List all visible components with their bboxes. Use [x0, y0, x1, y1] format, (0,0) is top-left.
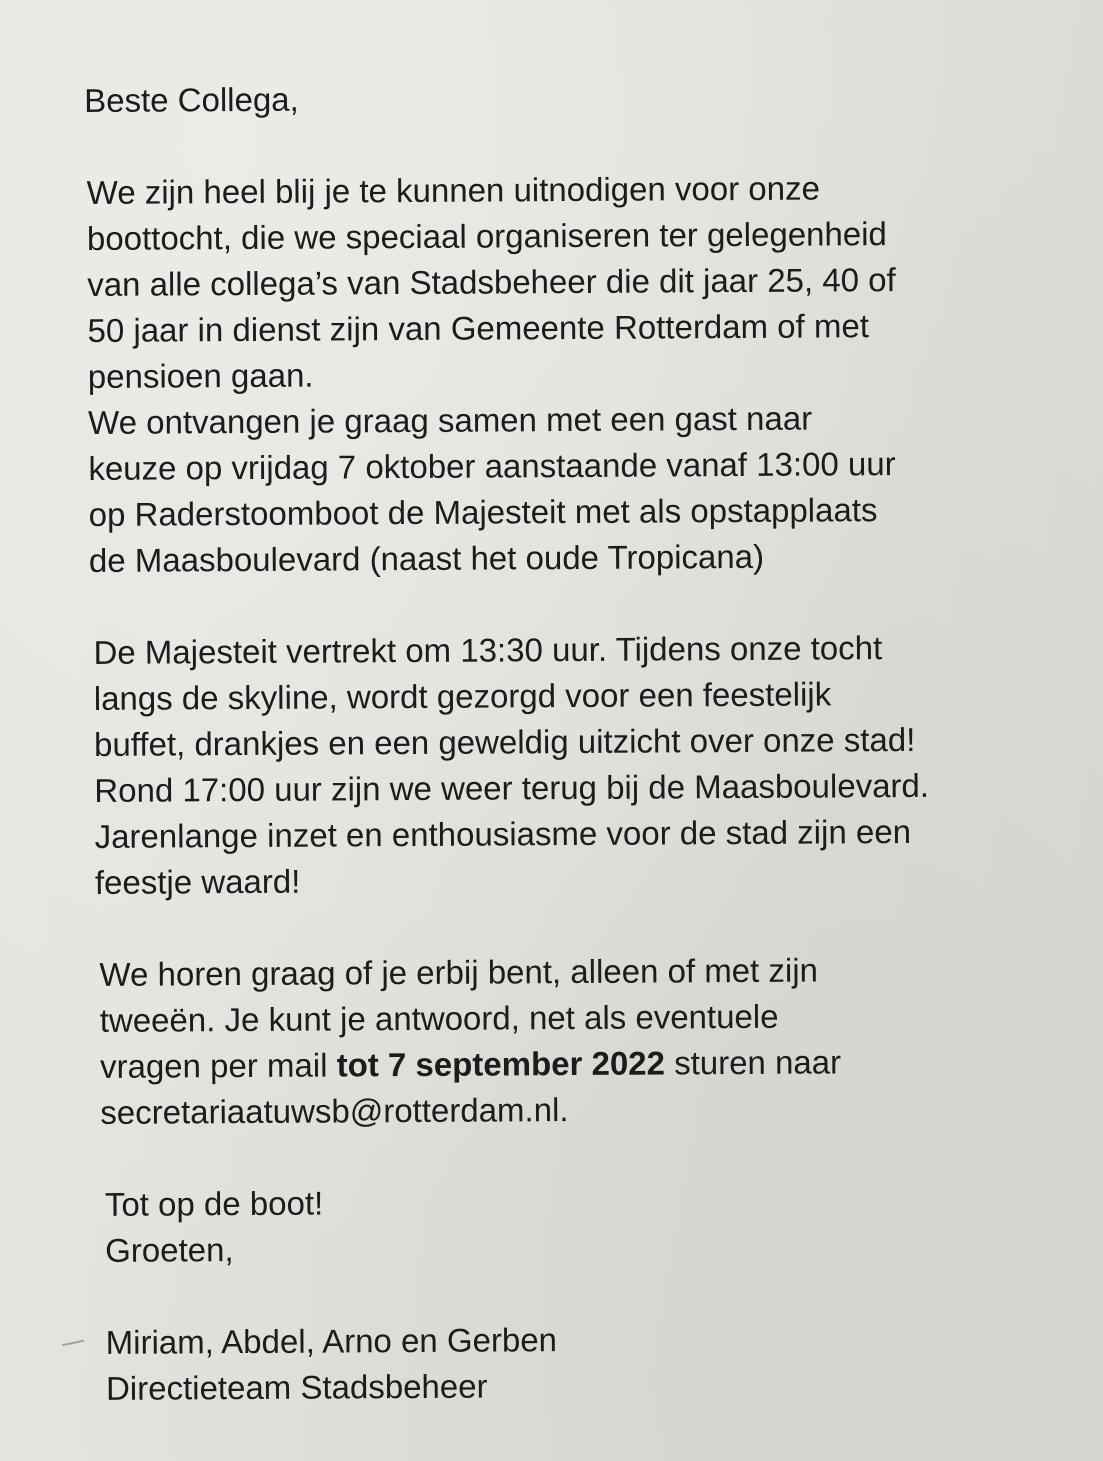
paragraph-programme [87, 624, 1049, 906]
email-address: secretariaatuwsb@rotterdam.nl. [100, 1091, 569, 1131]
text-line: boottocht, die we speciaal organiseren ter gelegenheid [86, 215, 887, 257]
text-line: buffet, drankjes en een geweldig uitzicht over onze stad! [93, 720, 916, 763]
text-line: keuze op vrijdag 7 oktober aanstaande vanaf 13:00 uur [88, 445, 896, 487]
text-line: van alle collega’s van Stadsbeheer die dit jaar 25, 40 of [87, 261, 896, 303]
pen-mark [62, 1340, 84, 1347]
paragraph-rsvp [89, 946, 1050, 1136]
signature-team: Directieteam Stadsbeheer [105, 1367, 488, 1407]
text-line: langs de skyline, wordt gezorgd voor een feestelijk [93, 675, 832, 717]
paragraph-invitation [85, 164, 1046, 400]
letter-body [84, 72, 1052, 1412]
text-line: feestje waard! [94, 862, 301, 901]
deadline-text: tot 7 september 2022 [336, 1044, 666, 1084]
text-line-deadline: vragen per mail tot 7 september 2022 sturen naar [99, 1043, 842, 1085]
greeting: Beste Collega, [84, 80, 299, 119]
signature [92, 1314, 1053, 1412]
text-line: Jarenlange inzet en enthousiasme voor de stad zijn een [94, 812, 912, 855]
text-line: de Maasboulevard (naast het oude Tropicana) [88, 537, 765, 579]
text-line: op Raderstoomboot de Majesteit met als opstapplaats [88, 491, 878, 533]
text-line: pensioen gaan. [87, 356, 314, 395]
text-line: We zijn heel blij je te kunnen uitnodigen voor onze [86, 169, 821, 211]
text-line: De Majesteit vertrekt om 13:30 uur. Tijdens onze tocht [93, 629, 883, 671]
text-line: tweeën. Je kunt je antwoord, net als eventuele [99, 997, 779, 1039]
closing [91, 1176, 1052, 1274]
signature-names: Miriam, Abdel, Arno en Gerben [105, 1321, 558, 1361]
text-line: 50 jaar in dienst zijn van Gemeente Rotterdam of met [87, 307, 870, 349]
closing-line: Tot op de boot! [104, 1184, 324, 1223]
paragraph-details [86, 394, 1047, 584]
closing-line: Groeten, [105, 1231, 234, 1269]
text-line: We ontvangen je graag samen met een gast naar [87, 399, 813, 441]
text-line: We horen graag of je erbij bent, alleen of met zijn [99, 951, 819, 993]
text-line: Rond 17:00 uur zijn we weer terug bij de Maasboulevard. [94, 766, 930, 809]
